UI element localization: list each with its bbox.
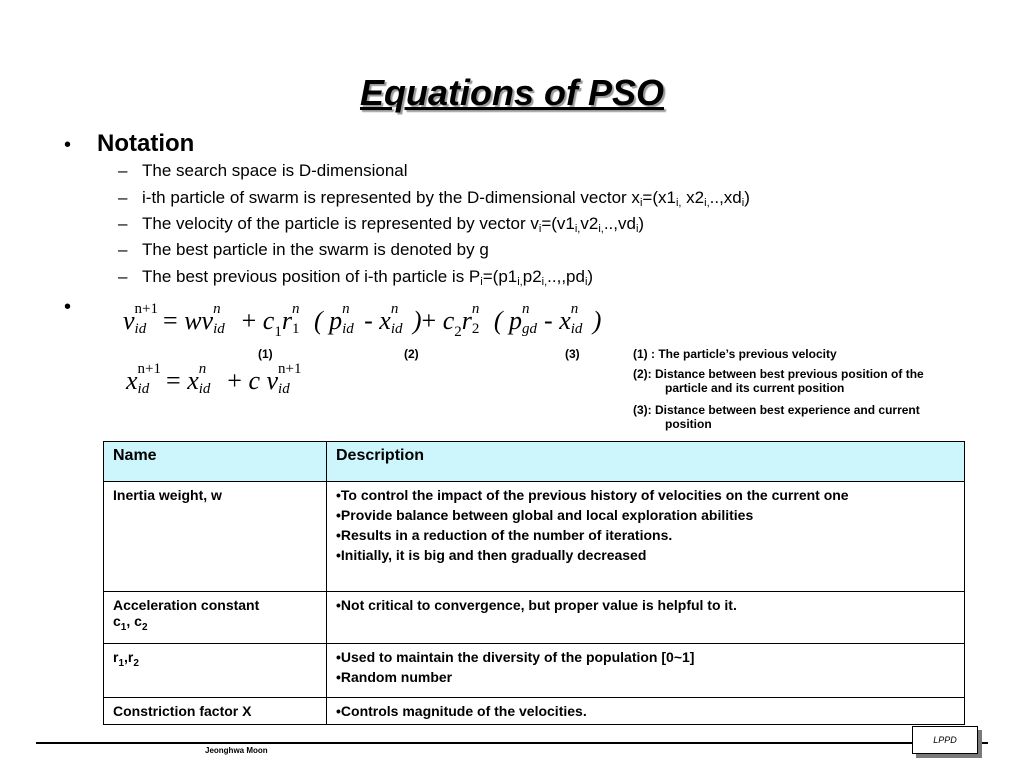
dash-marker: –	[118, 188, 128, 207]
param-name: Acceleration constant $c_1$, $c_2$	[104, 592, 327, 644]
equation-marker: (3)	[565, 347, 580, 361]
bullet-dot: •	[64, 134, 72, 156]
param-description: •Not critical to convergence, but proper value is helpful to it.	[327, 592, 965, 644]
param-name: Constriction factor X	[104, 698, 327, 725]
column-header: Name	[104, 442, 327, 482]
param-name: $r_1,r_2$	[104, 644, 327, 698]
legend-item: (3): Distance between best experience and current position	[633, 403, 920, 431]
slide-title: Equations of PSO	[359, 72, 664, 113]
dash-marker: –	[118, 214, 128, 233]
footer-author: Jeonghwa Moon	[205, 746, 268, 755]
notation-item: – The search space is D-dimensional	[118, 161, 408, 180]
param-description: •Controls magnitude of the velocities.	[327, 698, 965, 725]
param-name: Inertia weight, w	[104, 482, 327, 592]
notation-heading: Notation	[97, 130, 195, 157]
notation-item: – The best particle in the swarm is denoted by g	[118, 240, 489, 259]
dash-marker: –	[118, 267, 128, 286]
velocity-update-equation: v n+1 id = wv n id + $c_1r$ n 1 ( p n id - x n id )+ $c_2r$ n 2 ( p n gd - x n id )	[123, 301, 602, 340]
legend-item: (1) : The particle’s previous velocity	[633, 347, 837, 361]
equation-marker: (2)	[404, 347, 419, 361]
legend-item: (2): Distance between best previous position of the particle and its current position	[633, 367, 924, 395]
table-header-row	[104, 442, 965, 482]
column-header: Description	[327, 442, 965, 482]
parameter-table	[103, 441, 965, 725]
table-row	[104, 482, 965, 592]
dash-marker: –	[118, 161, 128, 180]
bullet-dot: •	[64, 296, 72, 318]
table-row	[104, 644, 965, 698]
dash-marker: –	[118, 240, 128, 259]
notation-item: – i-th particle of swarm is represented by the D-dimensional vector $x_i=(x1_{i,}$ $x2_{i,}..,xd_i$)	[118, 188, 750, 209]
table-row	[104, 592, 965, 644]
param-description: •To control the impact of the previous history of velocities on the current one •Provide balance between global and local exploration abilities •Results in a reduction of the number of iterations. •Initially, it is big and then gradually decreased	[327, 482, 965, 592]
table-row	[104, 698, 965, 725]
footer-rule	[36, 742, 988, 744]
equation-marker: (1)	[258, 347, 273, 361]
lppd-logo: LPPD	[912, 726, 978, 754]
position-update-equation: x n+1 id = x n id + c v n+1 id	[126, 361, 302, 398]
notation-item: – The velocity of the particle is represented by vector $v_i=(v1_{i,}v2_{i,}..,vd_i)$	[118, 214, 645, 235]
notation-item: – The best previous position of i-th particle is $P_i=(p1_{i,}p2_{i,}..,,pd_i)$	[118, 267, 594, 288]
param-description: •Used to maintain the diversity of the population [0~1] •Random number	[327, 644, 965, 698]
